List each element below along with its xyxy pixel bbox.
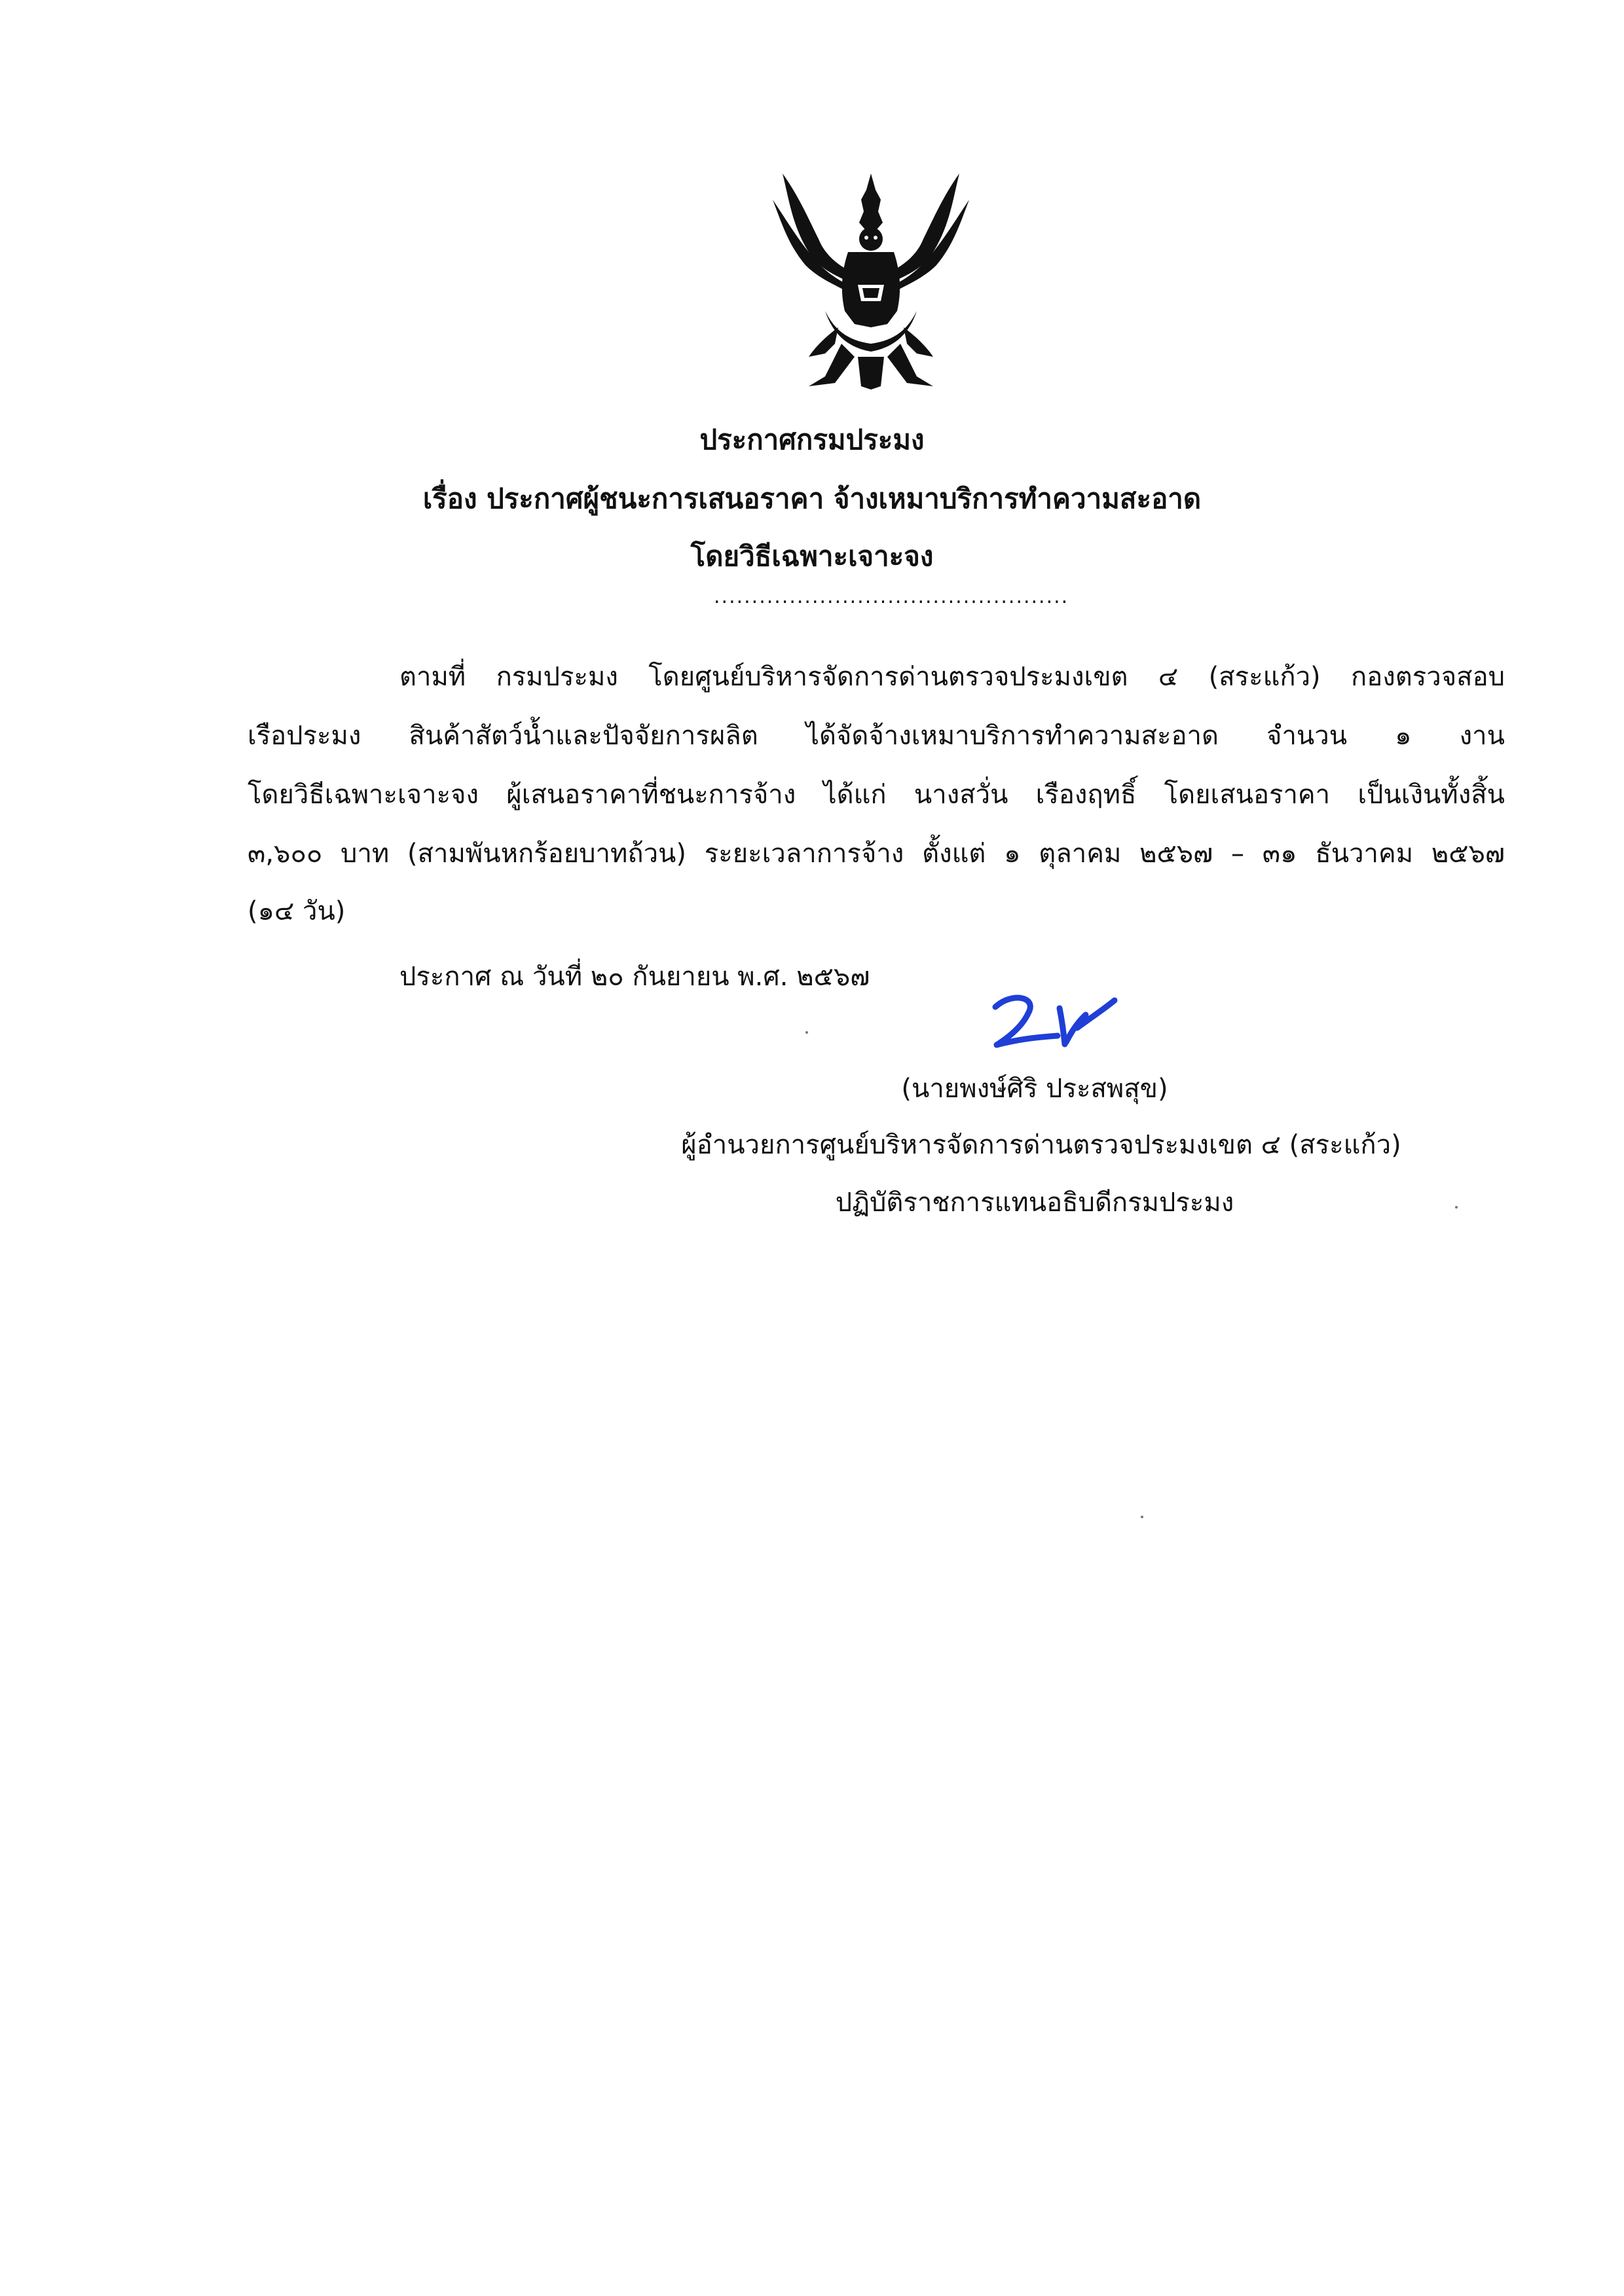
scan-speck [1141,1516,1143,1518]
paragraph-line: (๑๔ วัน) [248,896,346,926]
signer-name: (นายพงษ์ศิริ ประสพสุข) [901,1074,1168,1104]
paragraph-line: โดยวิธีเฉพาะเจาะจง ผู้เสนอราคาที่ชนะการจ้าง ได้แก่ นางสวั่น เรืองฤทธิ์ โดยเสนอราคา เป็นเงินทั้งสิ้น [248,780,1505,810]
procurement-method: โดยวิธีเฉพาะเจาะจง [690,540,934,572]
paragraph-line: ตามที่ กรมประมง โดยศูนย์บริหารจัดการด่านตรวจประมงเขต ๔ (สระแก้ว) กองตรวจสอบ [399,662,1505,692]
paragraph-line: เรือประมง สินค้าสัตว์น้ำและปัจจัยการผลิต ได้จัดจ้างเหมาบริการทำความสะอาด จำนวน ๑ งาน [248,721,1505,751]
announcement-title: ประกาศกรมประมง [699,424,925,456]
handwritten-signature-icon [982,982,1120,1061]
garuda-emblem-icon [763,160,979,396]
paragraph-line: ๓,๖๐๐ บาท (สามพันหกร้อยบาทถ้วน) ระยะเวลาการจ้าง ตั้งแต่ ๑ ตุลาคม ๒๕๖๗ – ๓๑ ธันวาคม ๒๕๖๗ [248,839,1505,869]
signer-position: ผู้อำนวยการศูนย์บริหารจัดการด่านตรวจประมงเขต ๔ (สระแก้ว) [681,1130,1401,1160]
scan-speck [805,1031,808,1034]
signer-acting-position: ปฏิบัติราชการแทนอธิบดีกรมประมง [835,1188,1234,1218]
scan-speck [1455,1206,1458,1209]
title-separator: ............................................... [714,585,1069,608]
announcement-date: ประกาศ ณ วันที่ ๒๐ กันยายน พ.ศ. ๒๕๖๗ [399,962,870,992]
announcement-subject: เรื่อง ประกาศผู้ชนะการเสนอราคา จ้างเหมาบริการทำความสะอาด [422,483,1202,515]
